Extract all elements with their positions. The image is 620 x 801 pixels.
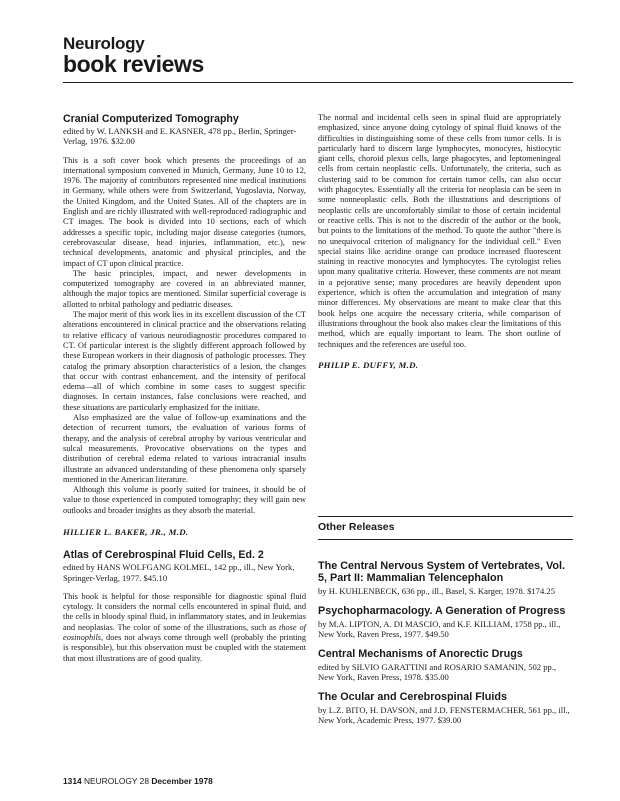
release-title: The Central Nervous System of Vertebrates, Vol. 5, Part II: Mammalian Telencephalon <box>318 560 566 585</box>
other-releases-list <box>318 560 573 734</box>
review2-italic-text: those of eosinophils <box>63 622 306 643</box>
page-number: 1314 <box>63 776 82 786</box>
review2-text: , does not always come through well (probably the printing is responsible), but this observation must be coupled with the statement that most illustrations are of good quality. <box>63 633 306 663</box>
review1-paragraph: Also emphasized are the value of follow-up examinations and the detection of recurrent tumors, the evaluation of various forms of therapy, and the analysis of cerebral atrophy by various ventricular and sulcal measurements. Provocative observations on the types and distribution of cerebral edema related to various intracranial insults illustrate an advanced understanding of these phenomena only sparsely mentioned in the American literature. <box>63 413 306 484</box>
release-meta: by M.A. LIPTON, A. DI MASCIO, and K.F. KILLIAM, 1758 pp., ill., New York, Raven Press, 1977. $49.50 <box>318 618 561 639</box>
review1-paragraph: The major merit of this work lies in its excellent discussion of the CT alterations encountered in clinical practice and the observations relating to relative efficacy of various neurodiagnostic procedures compared to CT. Of particular interest is the slightly different approach followed by these European workers in their diagnosis of pathologic processes. They catalog the primary absorption characteristics of a lesion, the changes that occur with contrast enhancement, and the intensity of perifocal edema—all of which combine in some cases to suggest specific diagnoses. In certain instances, false conclusions were reached, and these situations are particularly emphasized for the initiate. <box>63 310 306 412</box>
release-title: The Ocular and Cerebrospinal Fluids <box>318 691 507 704</box>
release-item <box>318 691 573 725</box>
review2-signature: PHILIP E. DUFFY, M.D. <box>318 359 419 370</box>
release-meta: by H. KUHLENBECK, 636 pp., ill., Basel, S. Karger, 1978. $174.25 <box>318 585 556 596</box>
release-item <box>318 560 573 596</box>
review2-paragraph: The normal and incidental cells seen in spinal fluid are appropriately emphasized, since anyone doing cytology of spinal fluid knows of the difficulties in distinguishing some of these cells from tumor cells. It is particularly hard to discern large lymphocytes, monocytes, histiocytic giant cells, choroid plexus cells, large phagocytes, and leptomeningeal cells from certain neoplastic cells. Unfortunately, the criteria, such as clustering said to be common for certain tumor cells, can also occur with phagocytes. Essentially all the criteria for neoplasia can be seen in some nonneoplastic cells. Both the illustrations and descriptions of neoplastic cells are uncomfortably similar to those of certain incidental or reactive cells. This is not to the discredit of the author or the book, but points to the limitations of the method. To quote the author "there is no unequivocal criterion of malignancy for the individual cell." Even special stains like acridine orange can produce increased fluorescent staining in reactive monocytes and lymphocytes. The cytologist relies upon many qualitative criteria. However, these comments are not meant in a pejorative sense; many procedures are heavily dependent upon experience, which is often the accumulation and integration of many minor differences. My observations are meant to make clear that this book helps one acquire the necessary criteria, while comparison of illustrations throughout the book also makes clear the limitations of this method, which are equally important to learn. The short outline of techniques and the references are useful too. <box>318 113 561 349</box>
review1-paragraph: The basic principles, impact, and newer developments in computerized tomography are covered in an abbreviated manner, although the major topics are mentioned. Similar superficial coverage is allotted to orbital pathology and pediatric diseases. <box>63 268 306 309</box>
section-title-line1: Neurology <box>63 34 145 53</box>
page-footer <box>63 776 213 786</box>
release-title: Psychopharmacology. A Generation of Progress <box>318 605 566 618</box>
right-column <box>318 113 561 382</box>
section-title-line2: book reviews <box>63 51 204 77</box>
review2-text: This book is helpful for those responsible for diagnostic spinal fluid cytology. It considers the normal cells encountered in spinal fluid, and the cells in bloody spinal fluid, in inflammatory states, and in leukemias and neoplasias. The color of some of the illustrations, such as <box>63 591 306 632</box>
release-item <box>318 648 573 682</box>
release-meta: edited by SILVIO GARATTINI and ROSARIO SAMANIN, 502 pp., New York, Raven Press, 1978. $35.00 <box>318 661 557 682</box>
review1-meta: edited by W. LANKSH and E. KASNER, 478 pp., Berlin, Springer-Verlag, 1976. $32.00 <box>63 126 297 147</box>
left-column <box>63 113 306 664</box>
review2-title: Atlas of Cerebrospinal Fluid Cells, Ed. 2 <box>63 549 264 562</box>
header-rule <box>63 82 573 83</box>
issue-date: December 1978 <box>151 776 213 786</box>
review1-title: Cranial Computerized Tomography <box>63 113 239 125</box>
review2-paragraph <box>63 592 306 664</box>
review1-paragraph: This is a soft cover book which presents the proceedings of an international symposium convened in Munich, Germany, June 10 to 12, 1976. The majority of contributors represented nine medical institutions in Germany, while others were from Switzerland, Yugoslavia, Norway, the United Kingdom, and the United States. All of the chapters are in English and are richly illustrated with well-reproduced radiographic and CT images. The book is divided into 10 sections, each of which addresses a specific topic, including major disease categories (tumors, cerebrovascular disease, head injuries, inflammation, etc.), new technical developments, anatomic and physical principles, and the impact of CT upon clinical practice. <box>63 155 306 268</box>
review1-paragraph: Although this volume is poorly suited for trainees, it should be of value to those experienced in computed tomography; they will gain new outlooks and broader insights as they absorb the material. <box>63 485 306 515</box>
release-meta: by L.Z. BITO, H. DAVSON, and J.D. FENSTERMACHER, 561 pp., ill., New York, Academic Press, 1977. $39.00 <box>318 704 570 725</box>
release-item <box>318 605 573 639</box>
other-releases-heading: Other Releases <box>318 521 395 533</box>
review1-signature: HILLIER L. BAKER, JR., M.D. <box>63 526 189 537</box>
other-releases-rule-top <box>318 516 573 517</box>
other-releases-rule-bottom <box>318 539 573 540</box>
review2-meta: edited by HANS WOLFGANG KOLMEL, 142 pp., ill., New York, Springer-Verlag, 1977. $45.10 <box>63 562 295 583</box>
journal-name: NEUROLOGY 28 <box>83 776 149 786</box>
release-title: Central Mechanisms of Anorectic Drugs <box>318 648 523 661</box>
